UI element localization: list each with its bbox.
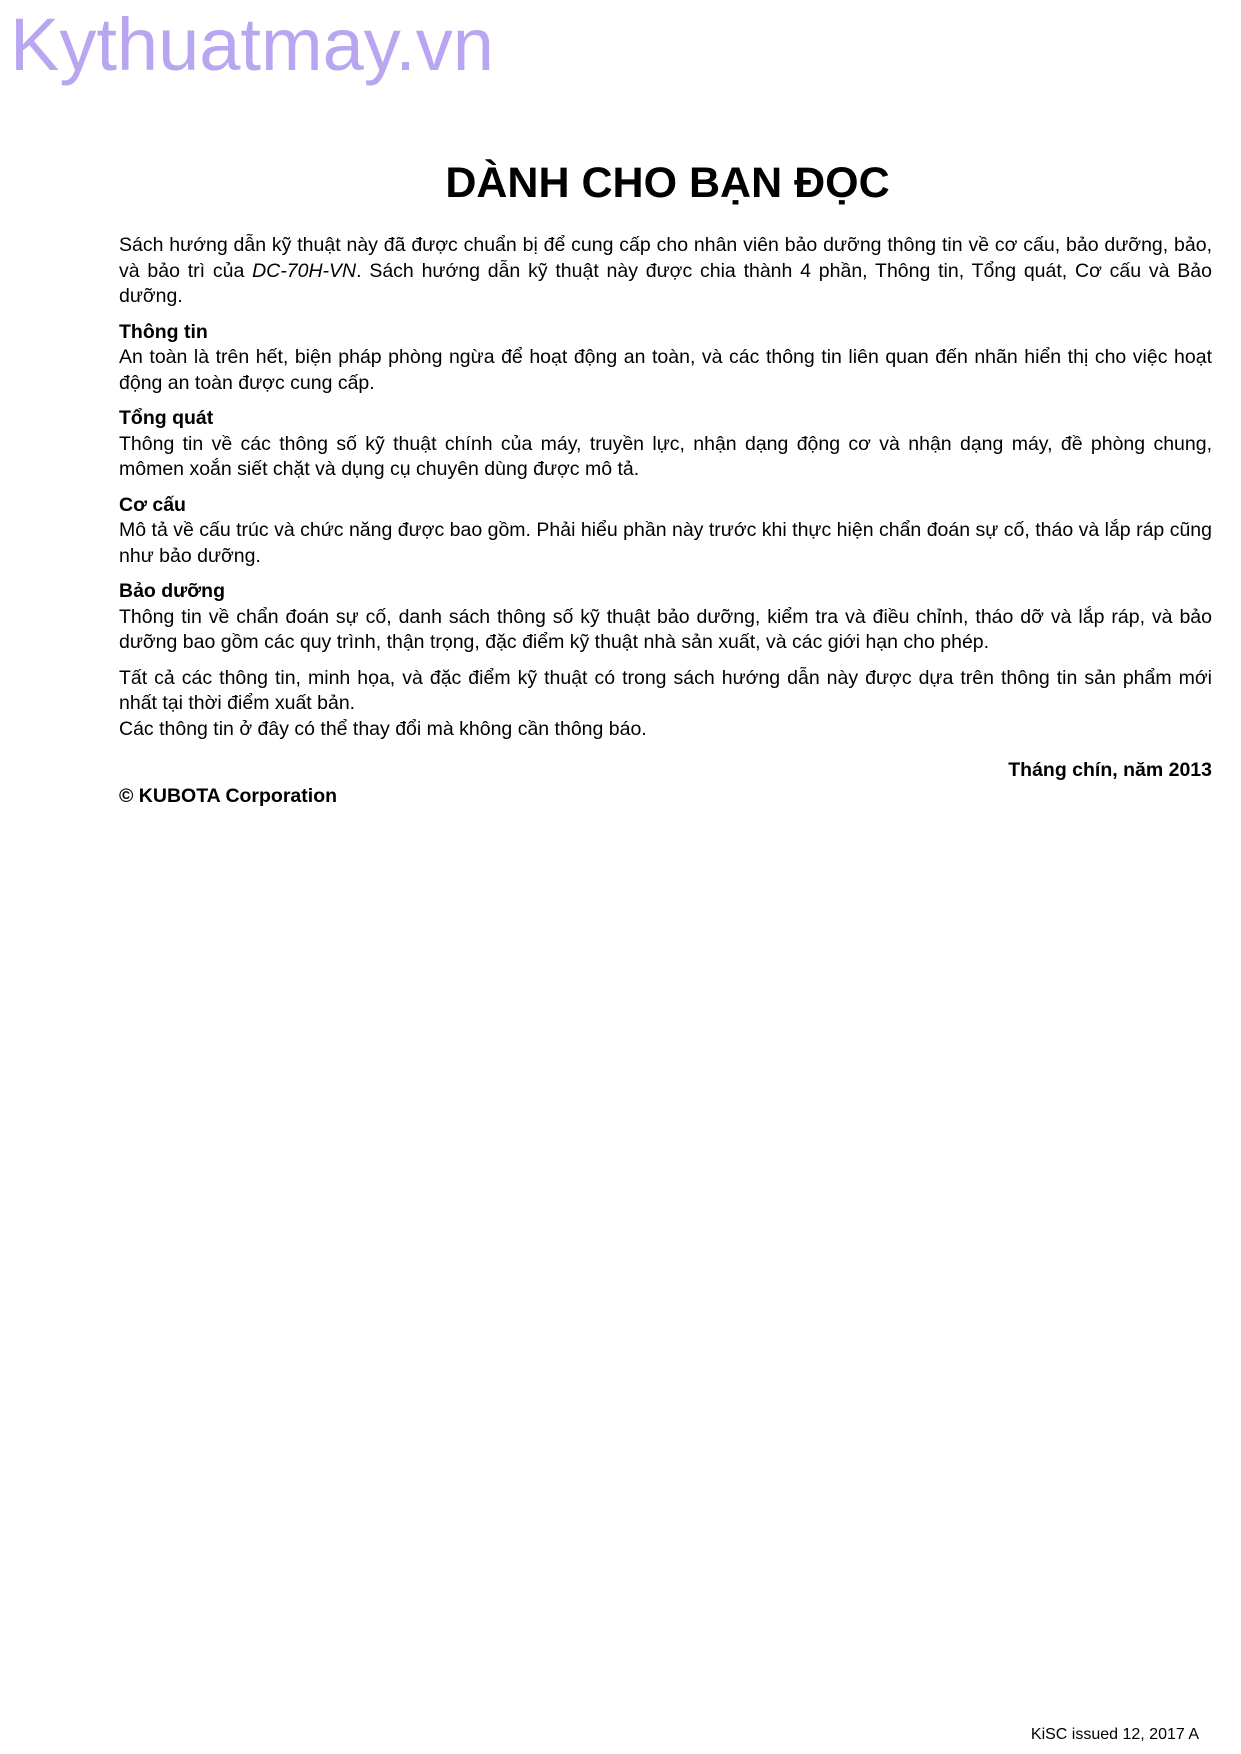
section-body: An toàn là trên hết, biện pháp phòng ngừa để hoạt động an toàn, và các thông tin liên quan đến nhãn hiển thị cho việc hoạt động an toàn được cung cấp. — [119, 346, 1212, 394]
section-heading: Cơ cấu — [119, 493, 186, 516]
notice-paragraph: Các thông tin ở đây có thể thay đổi mà không cần thông báo. — [119, 717, 647, 740]
page-title: DÀNH CHO BẠN ĐỌC — [445, 159, 890, 207]
copyright-notice: © KUBOTA Corporation — [119, 784, 338, 807]
section-body: Thông tin về chẩn đoán sự cố, danh sách thông số kỹ thuật bảo dưỡng, kiểm tra và điều chỉnh, tháo dỡ và lắp ráp, và bảo dưỡng bao gồm các quy trình, thận trọng, đặc điểm kỹ thuật nhà sản xuất, và các giới hạn cho phép. — [119, 605, 1212, 653]
section-heading: Thông tin — [119, 320, 208, 343]
section-heading: Tổng quát — [119, 407, 214, 429]
section-tong-quat — [119, 406, 1212, 483]
closing-paragraph: Tất cả các thông tin, minh họa, và đặc điểm kỹ thuật có trong sách hướng dẫn này được dựa trên thông tin sản phẩm mới nhất tại thời điểm xuất bản. — [119, 666, 1212, 714]
section-body: Mô tả về cấu trúc và chức năng được bao gồm. Phải hiểu phần này trước khi thực hiện chẩn đoán sự cố, tháo và lắp ráp cũng như bảo dưỡng. — [119, 519, 1212, 567]
model-name: DC-70H-VN — [252, 259, 357, 282]
section-thong-tin — [119, 320, 1212, 397]
intro-text-after: . Sách hướng dẫn kỹ thuật này được chia thành 4 phần, Thông tin, Tổng quát, Cơ cấu và Bảo dưỡng. — [119, 259, 1212, 307]
watermark: Kythuatmay.vn — [10, 3, 494, 86]
section-co-cau — [119, 493, 1212, 570]
document-body — [119, 233, 1212, 809]
publication-date: Tháng chín, năm 2013 — [1008, 759, 1212, 781]
section-heading: Bảo dưỡng — [119, 580, 225, 602]
intro-paragraph — [119, 233, 1212, 310]
section-bao-duong — [119, 579, 1212, 656]
section-body: Thông tin về các thông số kỹ thuật chính của máy, truyền lực, nhận dạng động cơ và nhận dạng máy, đề phòng chung, mômen xoắn siết chặt và dụng cụ chuyên dùng được mô tả. — [119, 432, 1212, 480]
intro-text-before: Sách hướng dẫn kỹ thuật này đã được chuẩn bị để cung cấp cho nhân viên bảo dưỡng thông tin về cơ cấu, bảo dưỡng, bảo, và bảo trì của — [119, 234, 1212, 282]
footer-issue: KiSC issued 12, 2017 A — [1030, 1726, 1199, 1743]
